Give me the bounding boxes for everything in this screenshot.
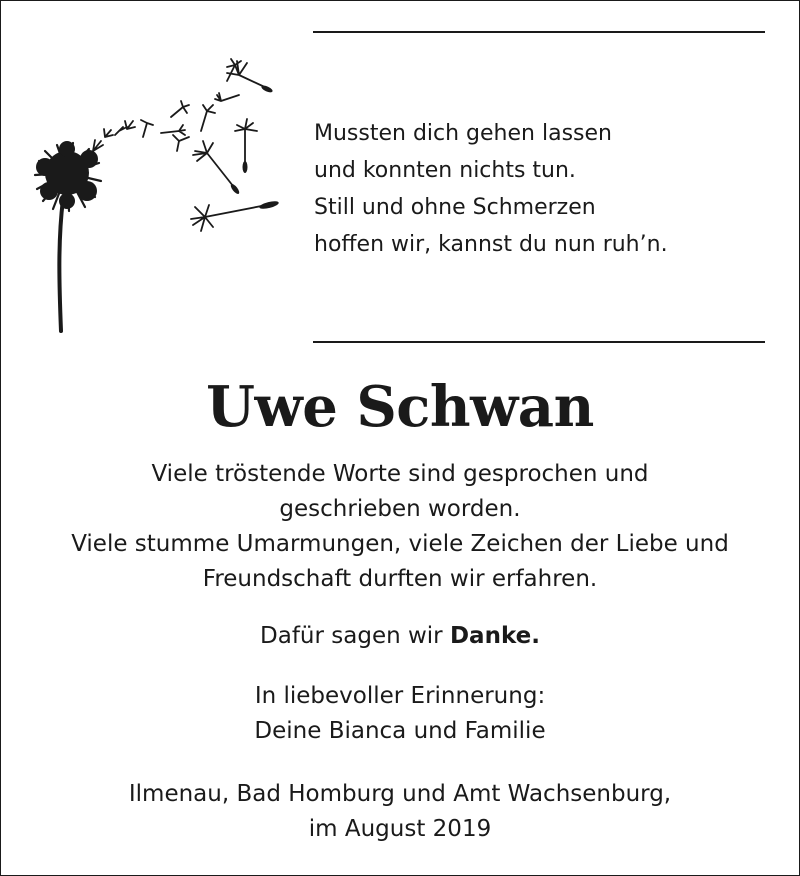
signature	[1, 679, 799, 749]
thank-you-message	[1, 457, 799, 597]
thanks-prefix: Dafür sagen wir	[260, 623, 450, 649]
bottom-divider	[313, 341, 765, 343]
poem-line: und konnten nichts tun.	[314, 158, 576, 183]
place-line: Ilmenau, Bad Homburg und Amt Wachsenburg,	[128, 781, 672, 807]
deceased-name: Uwe Schwan	[206, 374, 594, 440]
message-line: geschrieben worden.	[279, 496, 521, 522]
thanks-line	[1, 619, 799, 654]
dandelion-icon	[31, 41, 291, 333]
poem-line: Mussten dich gehen lassen	[314, 121, 612, 146]
message-line: Freundschaft durften wir erfahren.	[202, 566, 598, 592]
signature-line: In liebevoller Erinnerung:	[254, 683, 546, 709]
message-line: Viele tröstende Worte sind gesprochen und	[151, 461, 649, 487]
signature-line: Deine Bianca und Familie	[254, 718, 546, 744]
poem	[314, 115, 774, 263]
poem-line: hoffen wir, kannst du nun ruh’n.	[314, 232, 668, 257]
date-line: im August 2019	[308, 816, 492, 842]
message-line: Viele stumme Umarmungen, viele Zeichen der Liebe und	[71, 531, 729, 557]
poem-line: Still und ohne Schmerzen	[314, 195, 596, 220]
top-divider	[313, 31, 765, 33]
place-and-date	[1, 777, 799, 847]
thanks-emphasis: Danke.	[449, 623, 540, 649]
